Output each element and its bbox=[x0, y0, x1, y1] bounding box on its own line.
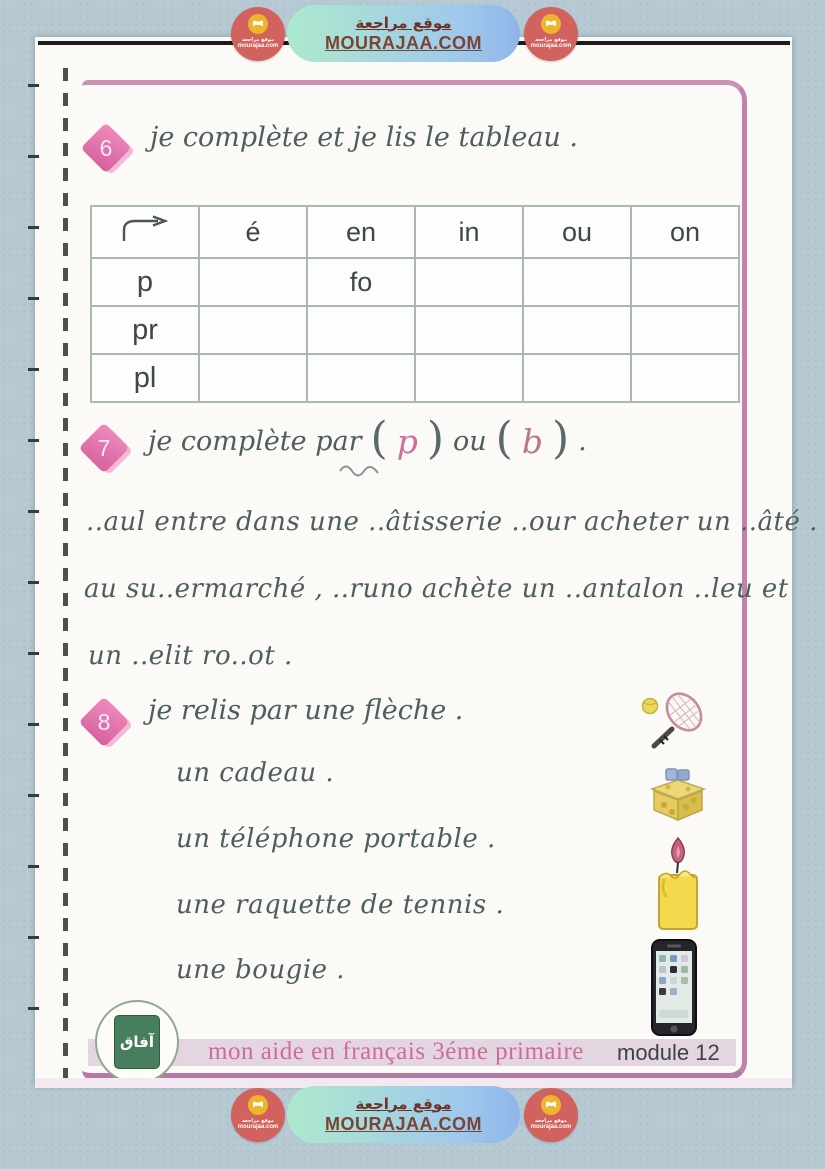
open-book-icon bbox=[541, 1095, 561, 1115]
table-header-cell: on bbox=[631, 206, 739, 258]
fill-line-2: au su..ermarché , ..runo achète un ..antalon ..leu et bbox=[84, 574, 789, 604]
table-cell bbox=[631, 354, 739, 402]
table-cell bbox=[199, 258, 307, 306]
table-cell bbox=[523, 306, 631, 354]
mourajaa-badge-top-right bbox=[524, 7, 578, 61]
paren-close: ) bbox=[551, 413, 570, 464]
table-header-cell: en bbox=[307, 206, 415, 258]
table-header-cell: in bbox=[415, 206, 523, 258]
phone-icon bbox=[645, 938, 703, 1038]
banner-site-link: MOURAJAA.COM bbox=[325, 32, 482, 53]
letter-option-p: p bbox=[396, 421, 418, 461]
exercise-6-number: 6 bbox=[99, 134, 113, 161]
banner-pill bbox=[287, 1086, 520, 1143]
mourajaa-badge-bottom-right bbox=[524, 1088, 578, 1142]
badge-url-label: mourajaa.com bbox=[530, 1124, 572, 1130]
top-banner bbox=[287, 5, 520, 62]
table-cell bbox=[631, 306, 739, 354]
scribble-mark-icon bbox=[338, 463, 380, 477]
match-item-bougie: une bougie . bbox=[176, 955, 346, 985]
open-book-icon bbox=[248, 14, 268, 34]
table-row-label: p bbox=[91, 258, 199, 306]
table-header-cell: é bbox=[199, 206, 307, 258]
match-item-telephone: un téléphone portable . bbox=[176, 824, 496, 854]
table-cell bbox=[307, 354, 415, 402]
curved-arrow-icon bbox=[116, 214, 174, 244]
mourajaa-badge-bottom-left bbox=[231, 1088, 285, 1142]
conjunction: ou bbox=[452, 425, 487, 457]
badge-arabic-label: موقع مراجعة bbox=[534, 37, 568, 43]
table-row bbox=[91, 306, 739, 354]
table-cell bbox=[523, 354, 631, 402]
title-prefix: je complète par bbox=[148, 425, 362, 457]
table-cell bbox=[199, 354, 307, 402]
mourajaa-badge-top-left bbox=[231, 7, 285, 61]
badge-url-label: mourajaa.com bbox=[237, 1124, 279, 1130]
footer-module-label: module 12 bbox=[617, 1040, 720, 1065]
badge-arabic-label: موقع مراجعة bbox=[241, 37, 275, 43]
table-row-label: pl bbox=[91, 354, 199, 402]
table-cell: fo bbox=[307, 258, 415, 306]
table-cell bbox=[415, 306, 523, 354]
footer-series-title: mon aide en français 3éme primaire bbox=[208, 1038, 584, 1065]
exercise-7-marker bbox=[82, 427, 130, 473]
match-item-cadeau: un cadeau . bbox=[176, 758, 335, 788]
table-row bbox=[91, 258, 739, 306]
match-item-raquette: une raquette de tennis . bbox=[176, 890, 505, 920]
exercise-8-title: je relis par une flèche . bbox=[148, 695, 464, 726]
open-book-icon bbox=[541, 14, 561, 34]
bottom-banner bbox=[287, 1086, 520, 1143]
exercise-8-number: 8 bbox=[97, 708, 111, 735]
fill-line-3: un ..elit ro..ot . bbox=[88, 641, 293, 671]
page-edge-tick-marks bbox=[28, 84, 39, 1060]
exercise-8-marker bbox=[82, 701, 130, 747]
table-row-label: pr bbox=[91, 306, 199, 354]
banner-pill bbox=[287, 5, 520, 62]
tennis-racket-icon bbox=[636, 688, 716, 756]
table-row bbox=[91, 354, 739, 402]
table-cell bbox=[415, 354, 523, 402]
exercise-7-number: 7 bbox=[97, 434, 111, 461]
table-corner-cell bbox=[91, 206, 199, 258]
exercise-6-marker bbox=[84, 127, 132, 173]
open-book-icon bbox=[248, 1095, 268, 1115]
gift-icon bbox=[646, 765, 710, 823]
candle-icon bbox=[652, 832, 704, 934]
banner-arabic-title: موقع مراجعة bbox=[355, 1094, 452, 1113]
notebook-margin-dashed-line bbox=[63, 68, 68, 1086]
title-period: . bbox=[578, 425, 587, 457]
table-header-row bbox=[91, 206, 739, 258]
banner-arabic-title: موقع مراجعة bbox=[355, 13, 452, 32]
school-logo bbox=[95, 1000, 179, 1084]
table-cell bbox=[415, 258, 523, 306]
school-logo-emblem: آفاق bbox=[114, 1015, 160, 1069]
table-header-cell: ou bbox=[523, 206, 631, 258]
badge-arabic-label: موقع مراجعة bbox=[241, 1118, 275, 1124]
table-cell bbox=[199, 306, 307, 354]
letter-option-b: b bbox=[521, 421, 543, 461]
badge-url-label: mourajaa.com bbox=[530, 43, 572, 49]
paren-open: ( bbox=[370, 413, 388, 464]
badge-arabic-label: موقع مراجعة bbox=[534, 1118, 568, 1124]
fill-line-1: ..aul entre dans une ..âtisserie ..our acheter un ..âté . bbox=[86, 507, 818, 537]
table-cell bbox=[307, 306, 415, 354]
exercise-7-title bbox=[148, 413, 587, 464]
table-cell bbox=[523, 258, 631, 306]
syllable-table bbox=[90, 205, 740, 403]
badge-url-label: mourajaa.com bbox=[237, 43, 279, 49]
exercise-6-title: je complète et je lis le tableau . bbox=[150, 122, 578, 153]
paren-open: ( bbox=[495, 413, 513, 464]
table-cell bbox=[631, 258, 739, 306]
banner-site-link: MOURAJAA.COM bbox=[325, 1113, 482, 1134]
paren-close: ) bbox=[426, 413, 444, 464]
